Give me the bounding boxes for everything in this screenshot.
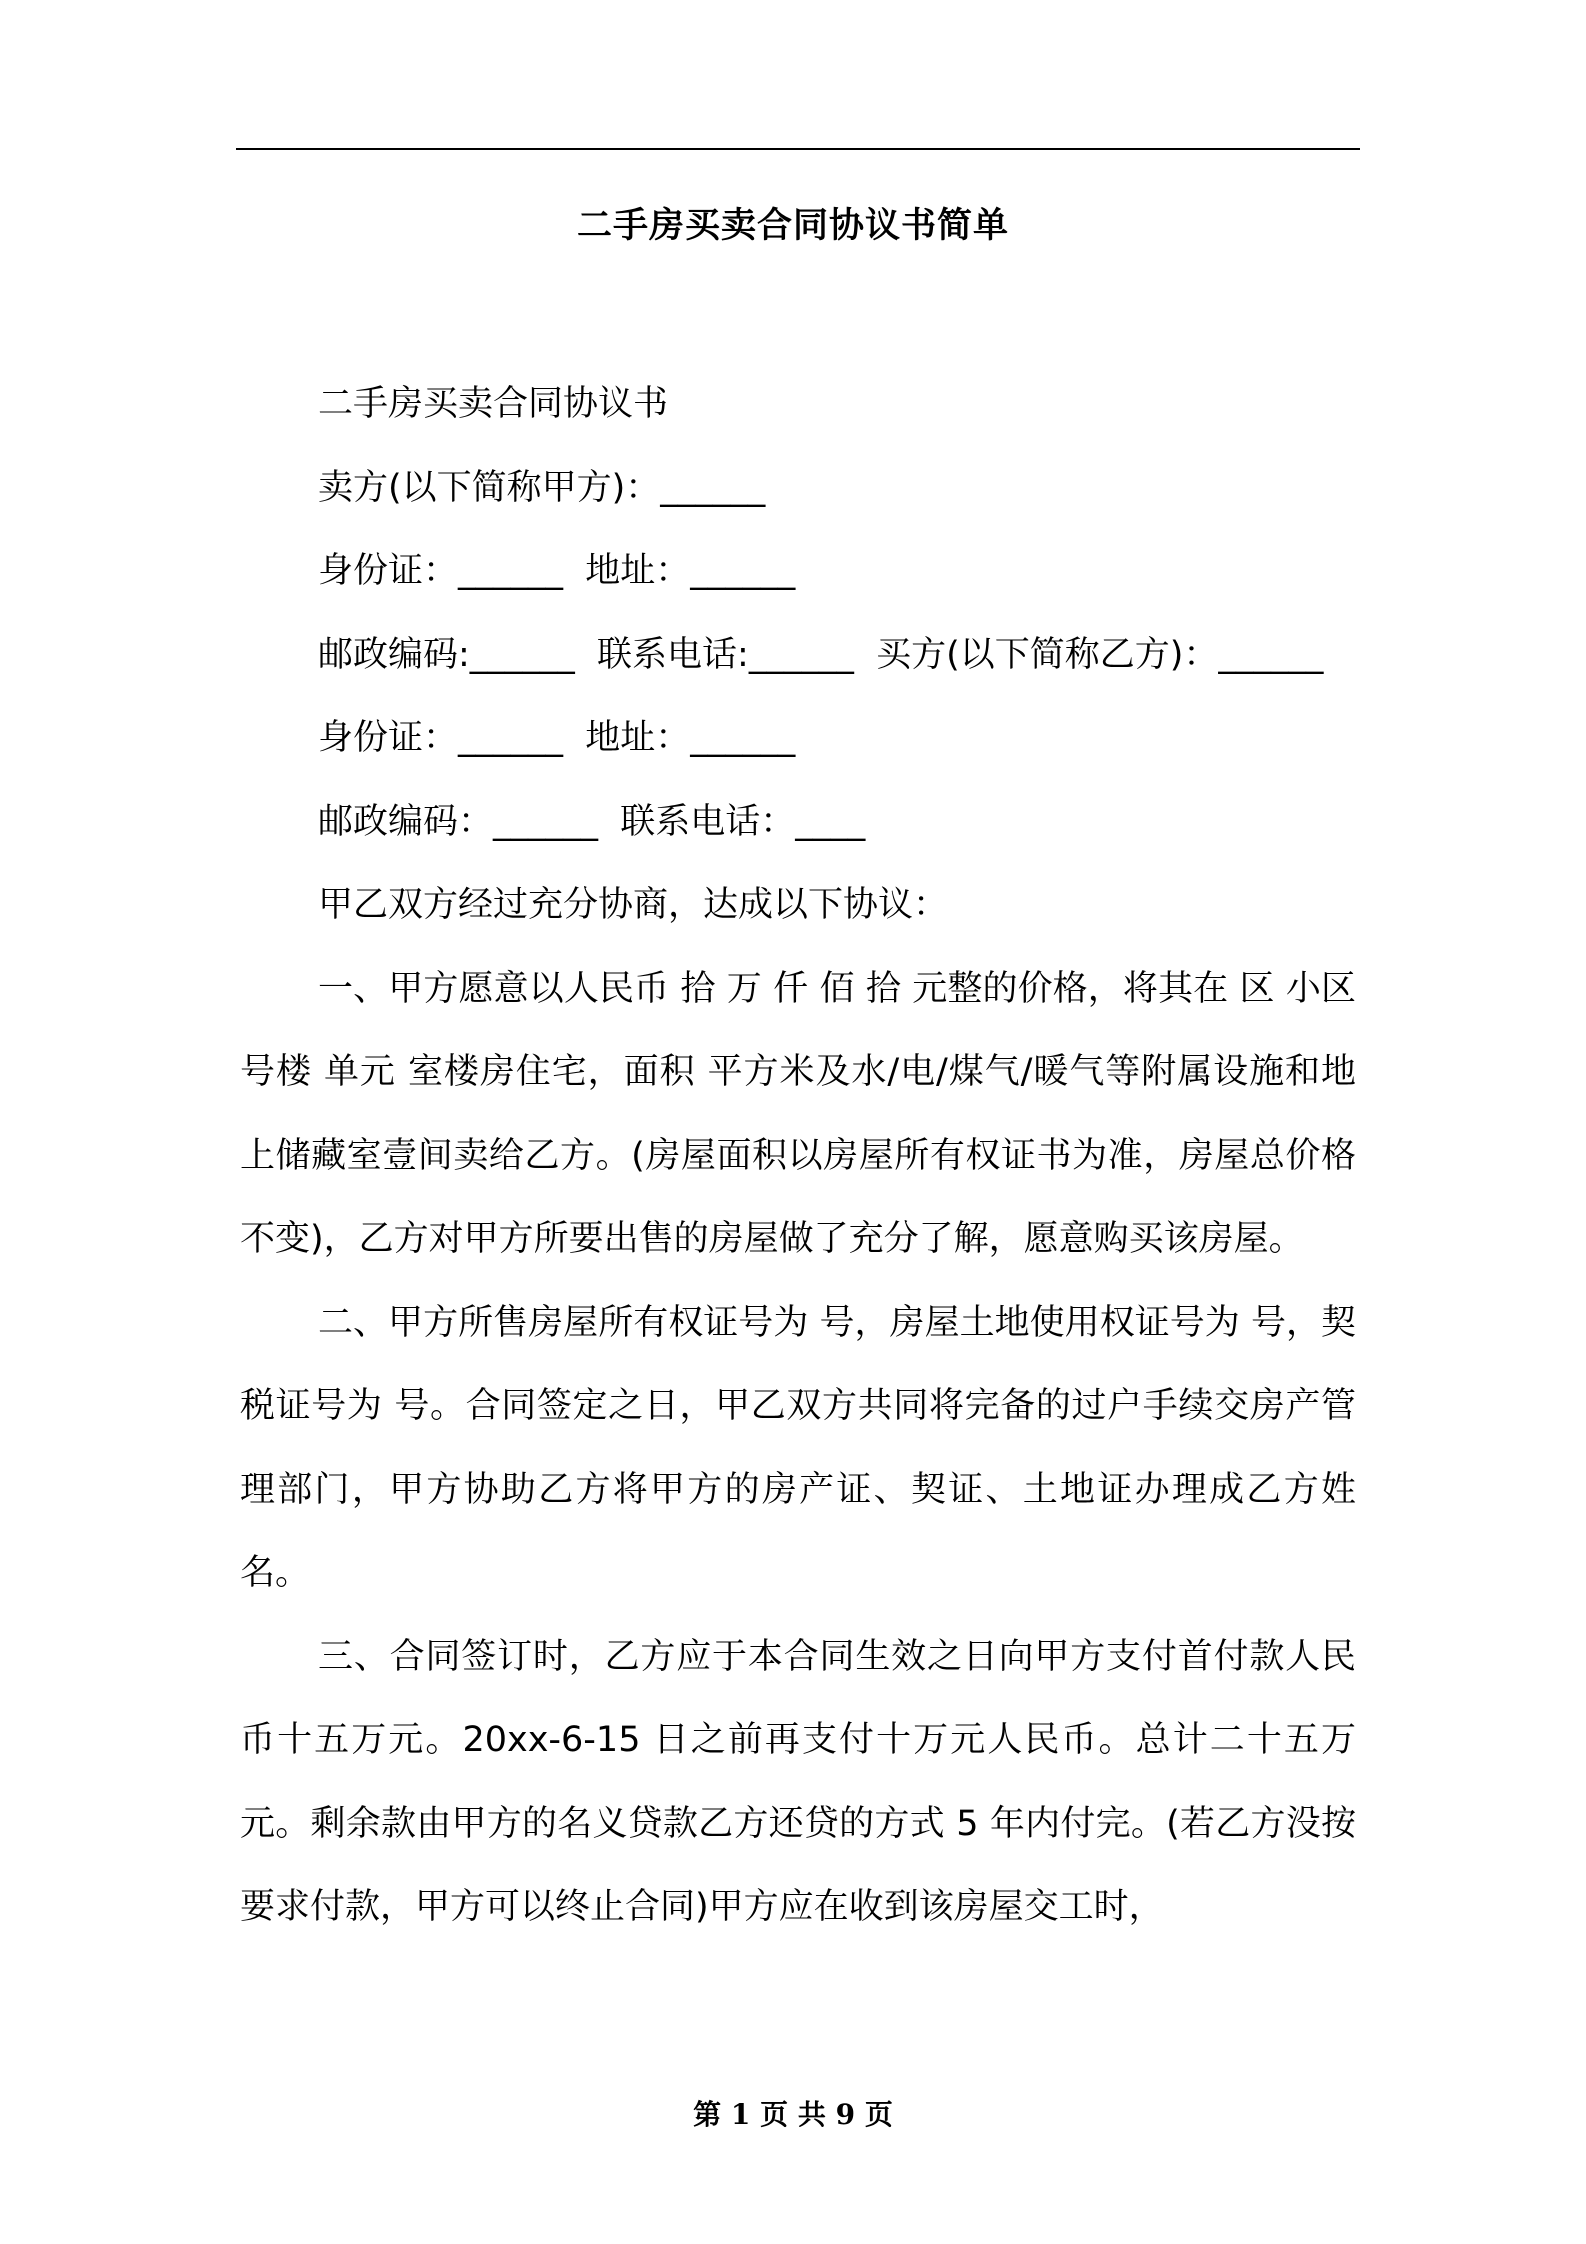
seller-postcode-phone-buyer-line: 邮政编码:______ 联系电话:______ 买方(以下简称乙方)：______ xyxy=(318,634,1324,675)
clause-2-paragraph: 二、甲方所售房屋所有权证号为 号，房屋土地使用权证号为 号，契税证号为 号。合同签定之日，甲乙双方共同将完备的过户手续交房产管理部门，甲方协助乙方将甲方的房产证、契证、土地证办理成乙方姓名。 xyxy=(240,1302,1356,1593)
clause-1-paragraph: 一、甲方愿意以人民币 拾 万 仟 佰 拾 元整的价格，将其在 区 小区 号楼 单元 室楼房住宅，面积 平方米及水/电/煤气/暖气等附属设施和地上储藏室壹间卖给乙方。(房屋面积以房屋所有权证书为准，房屋总价格不变)，乙方对甲方所要出售的房屋做了充分了解，愿意购买该房屋。 xyxy=(240,968,1356,1259)
seller-id-address-line: 身份证：______ 地址：______ xyxy=(318,551,796,591)
buyer-postcode-phone-line: 邮政编码：______ 联系电话：____ xyxy=(318,801,866,842)
header-rule xyxy=(236,148,1360,150)
page-number-footer: 第 1 页 共 9 页 xyxy=(693,2098,893,2131)
agreement-intro-line: 甲乙双方经过充分协商，达成以下协议： xyxy=(318,885,949,925)
document-title: 二手房买卖合同协议书简单 xyxy=(576,206,1009,246)
seller-line: 卖方(以下简称甲方)：______ xyxy=(318,467,766,508)
contract-heading: 二手房买卖合同协议书 xyxy=(318,384,669,424)
buyer-id-address-line: 身份证：______ 地址：______ xyxy=(318,718,796,758)
document-body xyxy=(240,363,1356,1950)
clause-3-paragraph: 三、合同签订时，乙方应于本合同生效之日向甲方支付首付款人民币十五万元。20xx-6-15 日之前再支付十万元人民币。总计二十五万元。剩余款由甲方的名义贷款乙方还贷的方式 5 年内付完。(若乙方没按要求付款，甲方可以终止合同)甲方应在收到该房屋交工时， xyxy=(240,1636,1356,1927)
